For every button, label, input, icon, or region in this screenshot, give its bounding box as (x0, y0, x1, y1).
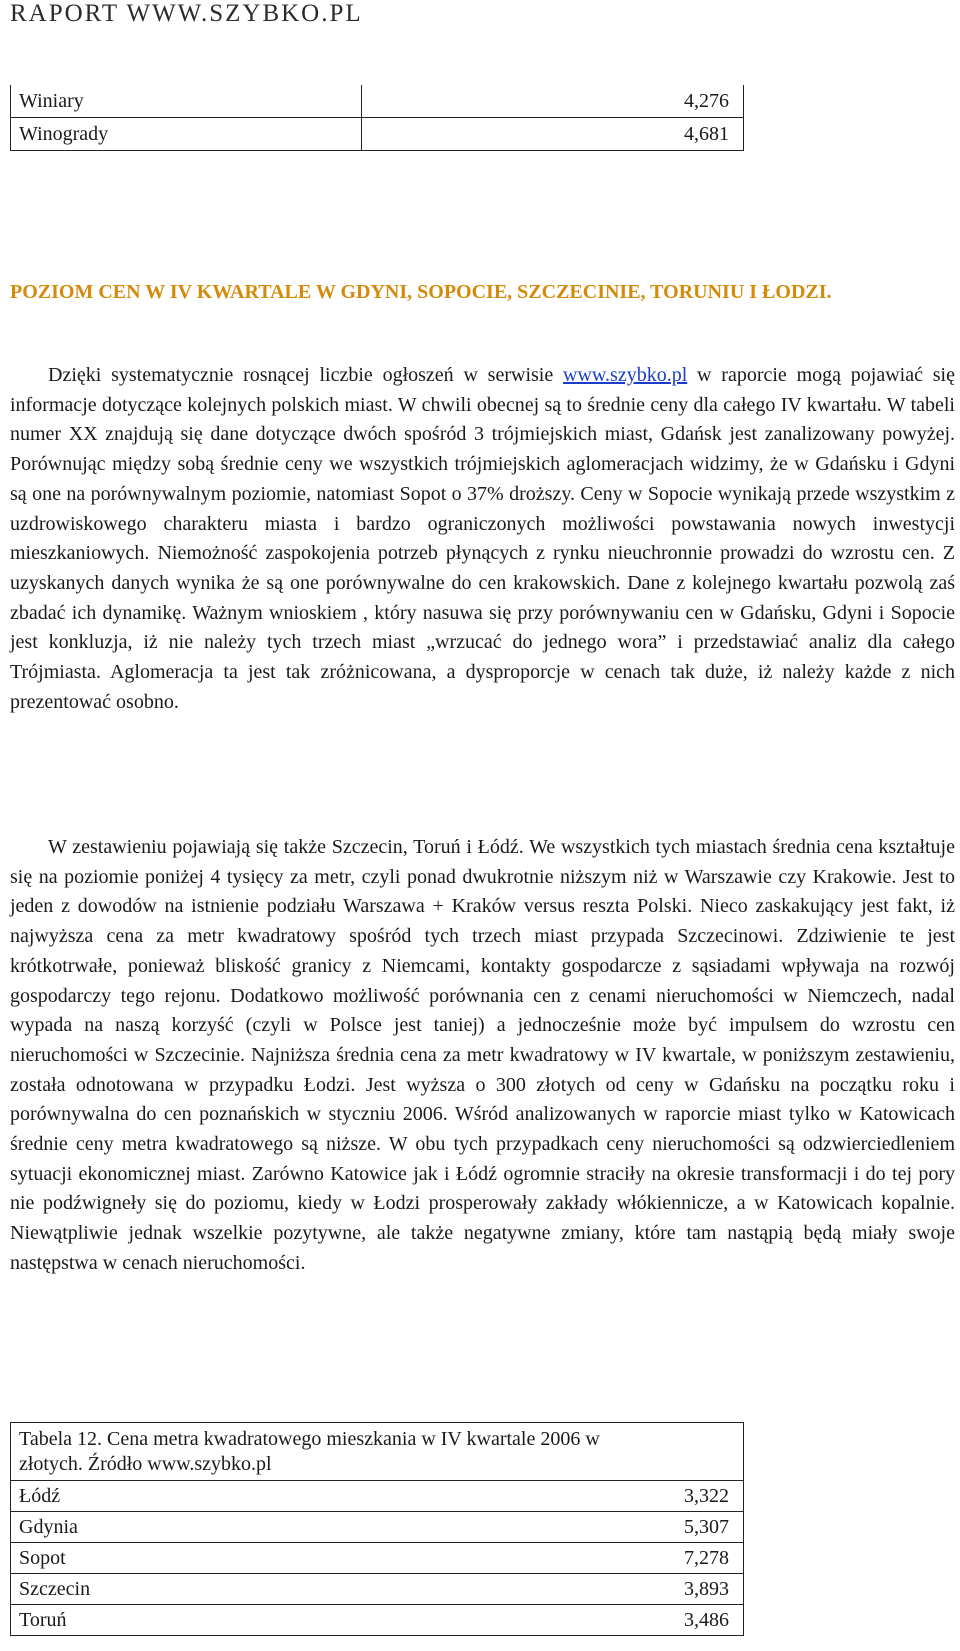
table-cell-value: 4,276 (362, 85, 744, 118)
table-row (11, 1543, 744, 1574)
paragraph-text: w raporcie mogą pojawiać się informacje dotyczące kolejnych polskich miast. W chwili obecnej są to średnie ceny dla całego IV kwartału. W tabeli numer XX znajdują się dane dotyczące dwóch spośród 3 trójmiejskich miast, Gdańsk jest zanalizowany powyżej. Porównując między sobą średnie ceny we wszystkich trójmiejskich aglomeracjach widzimy, że w Gdańsku i Gdyni są one na porównywalnym poziomie, natomiast Sopot o 37% droższy. Ceny w Sopocie wynikają przede wszystkim z uzdrowiskowego charakteru miasta i bardzo ograniczonych możliwości powstawania nowych inwestycji mieszkaniowych. Niemożność zaspokojenia potrzeb płynących z rynku nieuchronnie prowadzi do wzrostu cen. Z uzyskanych danych wynika że są one porównywalne do cen krakowskich. Dane z kolejnego kwartału pozwolą zaś zbadać ich dynamikę. Ważnym wnioskiem , który nasuwa się przy porównywaniu cen w Gdańsku, Gdyni i Sopocie jest konkluzja, iż nie należy tych trzech miast „wrzucać do jednego wora” i przedstawiać analiz dla całego Trójmiasta. Aglomeracja ta jest tak zróżnicowana, a dysproporcje w cenach tak duże, iż należy każde z nich prezentować osobno. (10, 364, 955, 713)
table-row (11, 85, 744, 118)
table-cell-value: 3,893 (430, 1574, 744, 1605)
table-row (11, 1512, 744, 1543)
table-cell-name: Łódź (11, 1481, 430, 1512)
page-header: RAPORT WWW.SZYBKO.PL (10, 0, 363, 27)
section-heading: POZIOM CEN W IV KWARTALE W GDYNI, SOPOCIE, SZCZECINIE, TORUNIU I ŁODZI. (10, 281, 832, 303)
table-cell-value: 3,322 (430, 1481, 744, 1512)
paragraph-intro (10, 361, 955, 717)
table-cell-value: 5,307 (430, 1512, 744, 1543)
table-cell-value: 4,681 (362, 118, 744, 151)
table-cell-name: Winiary (19, 89, 84, 112)
table-row (11, 1481, 744, 1512)
table-cell-name: Winogrady (11, 118, 362, 151)
table-row (11, 118, 744, 151)
table-caption-row (11, 1423, 744, 1481)
table-caption: Tabela 12. Cena metra kwadratowego mieszkania w IV kwartale 2006 w złotych. Źródło www.szybko.pl (19, 1428, 600, 1475)
table-cell-name: Sopot (11, 1543, 430, 1574)
paragraph-text: Dzięki systematycznie rosnącej liczbie ogłoszeń w serwisie (48, 364, 564, 386)
table-row (11, 1574, 744, 1605)
table-cell-name: Gdynia (11, 1512, 430, 1543)
table-cell-value: 7,278 (430, 1543, 744, 1574)
table-cell-name: Szczecin (11, 1574, 430, 1605)
district-price-table (10, 85, 744, 151)
table-cell-value: 3,486 (430, 1605, 744, 1636)
szybko-link[interactable]: www.szybko.pl (563, 364, 688, 386)
paragraph-cities: W zestawieniu pojawiają się także Szczecin, Toruń i Łódź. We wszystkich tych miastach średnia cena kształtuje się na poziomie poniżej 4 tysięcy za metr, czyli ponad dwukrotnie niższym niż w Warszawie czy Krakowie. Jest to jeden z dowodów na istnienie podziału Warszawa + Kraków versus reszta Polski. Nieco zaskakujący jest fakt, iż najwyższa cena za metr kwadratowy spośród tych trzech miast przypada Szczecinowi. Zdziwienie te jest krótkotrwałe, ponieważ bliskość granicy z Niemcami, kontakty gospodarcze z sąsiadami wpływaja na rozwój gospodarczy tego rejonu. Dodatkowo możliwość porównania cen z cenami nieruchomości w Niemczech, nadal wypada na naszą korzyść (czyli w Polsce jest taniej) a jednocześnie może być impulsem do wzrostu cen nieruchomości w Szczecinie. Najniższa średnia cena za metr kwadratowy w IV kwartale, w poniższym zestawieniu, została odnotowana w przypadku Łodzi. Jest wyższa o 300 złotych od ceny w Gdańsku na początku roku i porównywalna do cen poznańskich w styczniu 2006. Wśród analizowanych w raporcie miast tylko w Katowicach średnie ceny metra kwadratowego są niższe. W obu tych przypadkach ceny nieruchomości są odzwierciedleniem sytuacji ekonomicznej miast. Zarówno Katowice jak i Łódź ogromnie straciły na okresie transformacji i do tej pory nie podźwigneły się do poziomu, kiedy w Łodzi prosperowały zakłady włókiennicze, a w Katowicach kopalnie. Niewątpliwie jednak wszelkie pozytywne, ale także negatywne zmiany, które tam nastąpią będą miały swoje następstwa w cenach nieruchomości. (10, 836, 955, 1274)
city-price-table (10, 1422, 744, 1636)
table-cell-name: Toruń (11, 1605, 430, 1636)
table-row (11, 1605, 744, 1636)
